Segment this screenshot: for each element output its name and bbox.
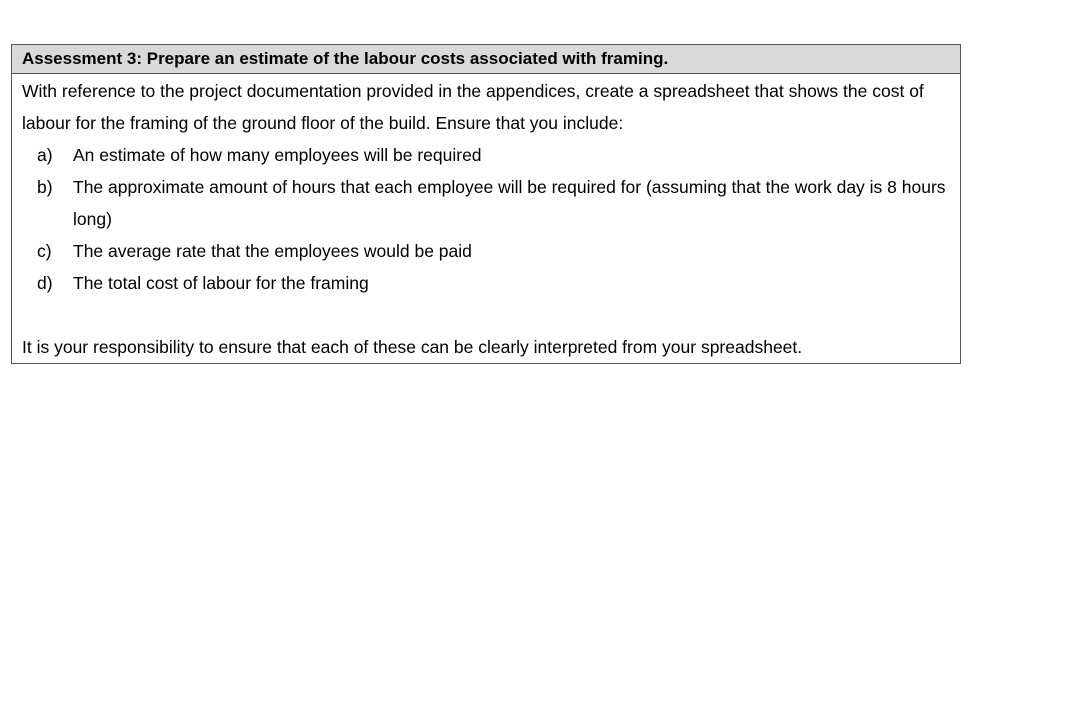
assessment-closing: It is your responsibility to ensure that each of these can be clearly interpreted from your spreadsheet. <box>22 337 803 357</box>
task-text: The total cost of labour for the framing <box>73 273 369 293</box>
assessment-body <box>12 74 960 363</box>
task-item-d <box>22 267 950 299</box>
task-marker: b) <box>37 177 53 197</box>
task-item-c <box>22 235 950 267</box>
task-text: The approximate amount of hours that each employee will be required for (assuming that the work day is 8 hours long) <box>73 177 946 229</box>
assessment-title: Assessment 3: Prepare an estimate of the labour costs associated with framing. <box>12 45 960 74</box>
task-item-a <box>22 139 950 171</box>
task-item-b <box>22 171 950 235</box>
task-text: The average rate that the employees would be paid <box>73 241 472 261</box>
assessment-box <box>11 44 961 364</box>
assessment-intro: With reference to the project documentation provided in the appendices, create a spreadsheet that shows the cost of labour for the framing of the ground floor of the build. Ensure that you include: <box>22 81 924 133</box>
task-list <box>22 139 950 299</box>
task-marker: d) <box>37 273 53 293</box>
task-marker: c) <box>37 241 52 261</box>
task-marker: a) <box>37 145 53 165</box>
paragraph-spacer <box>22 299 950 331</box>
task-text: An estimate of how many employees will be required <box>73 145 482 165</box>
